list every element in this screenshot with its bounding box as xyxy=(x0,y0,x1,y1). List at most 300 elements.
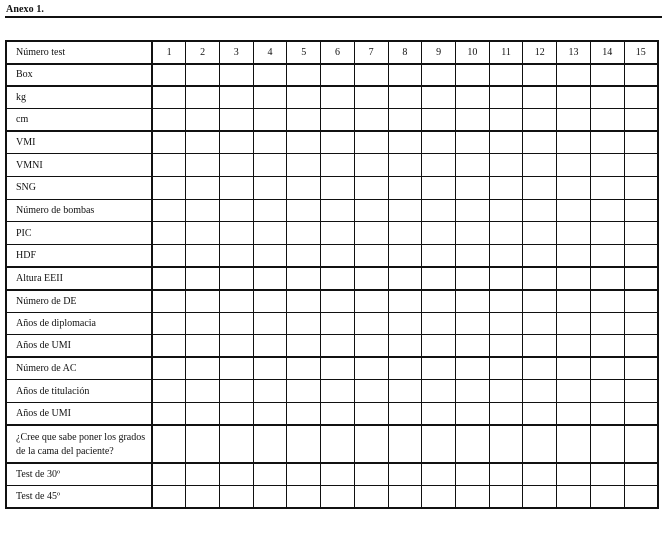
table-cell[interactable] xyxy=(624,403,658,426)
table-cell[interactable] xyxy=(624,425,658,463)
table-cell[interactable] xyxy=(287,312,321,335)
table-cell[interactable] xyxy=(624,335,658,358)
table-cell[interactable] xyxy=(455,86,489,109)
table-cell[interactable] xyxy=(186,425,220,463)
table-cell[interactable] xyxy=(152,312,186,335)
table-cell[interactable] xyxy=(523,199,557,222)
table-cell[interactable] xyxy=(422,131,456,154)
table-cell[interactable] xyxy=(388,463,422,486)
table-row xyxy=(6,154,658,177)
table-cell[interactable] xyxy=(152,199,186,222)
table-cell[interactable] xyxy=(354,199,388,222)
table-cell[interactable] xyxy=(253,64,287,87)
table-cell[interactable] xyxy=(354,463,388,486)
table-cell[interactable] xyxy=(186,380,220,403)
table-cell[interactable] xyxy=(354,425,388,463)
table-cell[interactable] xyxy=(557,425,591,463)
table-cell[interactable] xyxy=(489,222,523,245)
table-cell[interactable] xyxy=(321,425,355,463)
table-cell[interactable] xyxy=(590,199,624,222)
table-cell[interactable] xyxy=(523,109,557,132)
table-cell[interactable] xyxy=(186,199,220,222)
table-cell[interactable] xyxy=(321,290,355,313)
table-cell[interactable] xyxy=(557,199,591,222)
table-cell[interactable] xyxy=(388,486,422,509)
column-header-14: 14 xyxy=(590,41,624,64)
table-cell[interactable] xyxy=(489,335,523,358)
table-cell[interactable] xyxy=(590,486,624,509)
table-cell[interactable] xyxy=(186,109,220,132)
table-cell[interactable] xyxy=(219,403,253,426)
table-cell[interactable] xyxy=(489,64,523,87)
table-cell[interactable] xyxy=(219,244,253,267)
table-cell[interactable] xyxy=(388,244,422,267)
table-cell[interactable] xyxy=(590,154,624,177)
table-row xyxy=(6,86,658,109)
table-cell[interactable] xyxy=(354,403,388,426)
table-cell[interactable] xyxy=(287,357,321,380)
table-cell[interactable] xyxy=(287,199,321,222)
table-cell[interactable] xyxy=(287,463,321,486)
table-cell[interactable] xyxy=(287,64,321,87)
table-cell[interactable] xyxy=(354,290,388,313)
table-cell[interactable] xyxy=(590,463,624,486)
table-cell[interactable] xyxy=(152,463,186,486)
table-cell[interactable] xyxy=(455,244,489,267)
table-cell[interactable] xyxy=(590,312,624,335)
table-cell[interactable] xyxy=(557,312,591,335)
table-cell[interactable] xyxy=(219,267,253,290)
table-cell[interactable] xyxy=(422,222,456,245)
table-cell[interactable] xyxy=(219,335,253,358)
table-cell[interactable] xyxy=(590,109,624,132)
table-cell[interactable] xyxy=(624,131,658,154)
table-row xyxy=(6,403,658,426)
table-cell[interactable] xyxy=(186,222,220,245)
table-cell[interactable] xyxy=(557,131,591,154)
table-cell[interactable] xyxy=(489,463,523,486)
table-cell[interactable] xyxy=(590,357,624,380)
table-cell[interactable] xyxy=(186,131,220,154)
table-cell[interactable] xyxy=(219,177,253,200)
table-cell[interactable] xyxy=(253,403,287,426)
table-cell[interactable] xyxy=(219,64,253,87)
row-label: VMI xyxy=(6,131,152,154)
table-cell[interactable] xyxy=(422,380,456,403)
table-cell[interactable] xyxy=(253,425,287,463)
table-cell[interactable] xyxy=(219,463,253,486)
table-cell[interactable] xyxy=(590,131,624,154)
table-cell[interactable] xyxy=(388,177,422,200)
row-label: Años de titulación xyxy=(6,380,152,403)
table-cell[interactable] xyxy=(152,267,186,290)
table-cell[interactable] xyxy=(354,335,388,358)
table-cell[interactable] xyxy=(422,154,456,177)
table-cell[interactable] xyxy=(388,199,422,222)
table-cell[interactable] xyxy=(455,403,489,426)
table-cell[interactable] xyxy=(557,244,591,267)
table-cell[interactable] xyxy=(523,290,557,313)
table-cell[interactable] xyxy=(321,64,355,87)
table-cell[interactable] xyxy=(523,222,557,245)
table-cell[interactable] xyxy=(354,357,388,380)
table-cell[interactable] xyxy=(152,177,186,200)
table-cell[interactable] xyxy=(152,131,186,154)
table-cell[interactable] xyxy=(590,380,624,403)
table-cell[interactable] xyxy=(557,109,591,132)
table-cell[interactable] xyxy=(557,290,591,313)
table-cell[interactable] xyxy=(557,154,591,177)
table-cell[interactable] xyxy=(388,425,422,463)
table-cell[interactable] xyxy=(321,154,355,177)
table-cell[interactable] xyxy=(186,177,220,200)
table-cell[interactable] xyxy=(253,290,287,313)
table-cell[interactable] xyxy=(523,267,557,290)
table-cell[interactable] xyxy=(219,486,253,509)
table-cell[interactable] xyxy=(152,380,186,403)
row-label: ¿Cree que sabe poner los grados de la cama del paciente? xyxy=(6,425,152,463)
table-cell[interactable] xyxy=(422,199,456,222)
table-cell[interactable] xyxy=(455,463,489,486)
table-cell[interactable] xyxy=(354,131,388,154)
table-cell[interactable] xyxy=(557,357,591,380)
table-cell[interactable] xyxy=(253,380,287,403)
table-cell[interactable] xyxy=(388,109,422,132)
table-cell[interactable] xyxy=(523,244,557,267)
table-cell[interactable] xyxy=(455,267,489,290)
table-cell[interactable] xyxy=(388,357,422,380)
table-cell[interactable] xyxy=(624,380,658,403)
table-cell[interactable] xyxy=(624,244,658,267)
table-cell[interactable] xyxy=(219,199,253,222)
table-cell[interactable] xyxy=(523,486,557,509)
table-cell[interactable] xyxy=(489,290,523,313)
table-cell[interactable] xyxy=(186,463,220,486)
table-cell[interactable] xyxy=(152,290,186,313)
title-underline xyxy=(5,16,662,18)
table-cell[interactable] xyxy=(253,222,287,245)
table-cell[interactable] xyxy=(287,154,321,177)
table-cell[interactable] xyxy=(557,177,591,200)
table-cell[interactable] xyxy=(557,335,591,358)
table-cell[interactable] xyxy=(186,486,220,509)
table-cell[interactable] xyxy=(422,64,456,87)
table-cell[interactable] xyxy=(489,486,523,509)
table-cell[interactable] xyxy=(186,312,220,335)
table-cell[interactable] xyxy=(287,222,321,245)
table-cell[interactable] xyxy=(186,154,220,177)
table-cell[interactable] xyxy=(321,131,355,154)
table-cell[interactable] xyxy=(253,86,287,109)
table-cell[interactable] xyxy=(624,199,658,222)
table-cell[interactable] xyxy=(422,290,456,313)
table-cell[interactable] xyxy=(253,335,287,358)
table-cell[interactable] xyxy=(287,425,321,463)
table-cell[interactable] xyxy=(557,267,591,290)
table-cell[interactable] xyxy=(455,312,489,335)
table-cell[interactable] xyxy=(489,244,523,267)
table-cell[interactable] xyxy=(422,86,456,109)
table-cell[interactable] xyxy=(624,486,658,509)
table-cell[interactable] xyxy=(253,199,287,222)
table-cell[interactable] xyxy=(321,463,355,486)
table-cell[interactable] xyxy=(253,177,287,200)
table-cell[interactable] xyxy=(354,222,388,245)
table-cell[interactable] xyxy=(321,335,355,358)
table-cell[interactable] xyxy=(388,312,422,335)
table-cell[interactable] xyxy=(523,86,557,109)
table-cell[interactable] xyxy=(624,357,658,380)
table-cell[interactable] xyxy=(388,267,422,290)
table-cell[interactable] xyxy=(321,357,355,380)
table-cell[interactable] xyxy=(557,380,591,403)
table-cell[interactable] xyxy=(557,86,591,109)
table-cell[interactable] xyxy=(354,64,388,87)
table-cell[interactable] xyxy=(253,486,287,509)
table-cell[interactable] xyxy=(321,380,355,403)
table-cell[interactable] xyxy=(321,486,355,509)
table-cell[interactable] xyxy=(354,267,388,290)
table-cell[interactable] xyxy=(455,154,489,177)
table-cell[interactable] xyxy=(321,244,355,267)
table-cell[interactable] xyxy=(287,109,321,132)
table-cell[interactable] xyxy=(489,131,523,154)
table-cell[interactable] xyxy=(388,64,422,87)
table-cell[interactable] xyxy=(455,222,489,245)
table-cell[interactable] xyxy=(455,486,489,509)
table-cell[interactable] xyxy=(253,463,287,486)
table-cell[interactable] xyxy=(354,177,388,200)
table-cell[interactable] xyxy=(253,244,287,267)
table-cell[interactable] xyxy=(287,380,321,403)
table-cell[interactable] xyxy=(624,312,658,335)
row-label: Test de 30º xyxy=(6,463,152,486)
table-cell[interactable] xyxy=(321,222,355,245)
table-cell[interactable] xyxy=(624,86,658,109)
table-cell[interactable] xyxy=(253,357,287,380)
table-cell[interactable] xyxy=(219,290,253,313)
table-cell[interactable] xyxy=(287,290,321,313)
table-cell[interactable] xyxy=(590,425,624,463)
table-cell[interactable] xyxy=(489,199,523,222)
table-cell[interactable] xyxy=(489,357,523,380)
table-cell[interactable] xyxy=(354,380,388,403)
table-cell[interactable] xyxy=(557,486,591,509)
table-cell[interactable] xyxy=(253,267,287,290)
table-row xyxy=(6,222,658,245)
table-cell[interactable] xyxy=(523,131,557,154)
table-cell[interactable] xyxy=(388,290,422,313)
table-cell[interactable] xyxy=(354,312,388,335)
table-cell[interactable] xyxy=(219,222,253,245)
table-cell[interactable] xyxy=(219,357,253,380)
table-cell[interactable] xyxy=(219,131,253,154)
table-cell[interactable] xyxy=(624,177,658,200)
table-cell[interactable] xyxy=(253,154,287,177)
table-cell[interactable] xyxy=(455,290,489,313)
table-cell[interactable] xyxy=(354,109,388,132)
table-cell[interactable] xyxy=(287,244,321,267)
table-cell[interactable] xyxy=(219,312,253,335)
table-cell[interactable] xyxy=(624,290,658,313)
table-cell[interactable] xyxy=(489,154,523,177)
table-cell[interactable] xyxy=(557,463,591,486)
table-cell[interactable] xyxy=(186,335,220,358)
table-cell[interactable] xyxy=(455,199,489,222)
table-cell[interactable] xyxy=(422,425,456,463)
table-cell[interactable] xyxy=(321,177,355,200)
table-cell[interactable] xyxy=(152,425,186,463)
table-cell[interactable] xyxy=(321,109,355,132)
table-cell[interactable] xyxy=(422,335,456,358)
table-cell[interactable] xyxy=(455,425,489,463)
table-cell[interactable] xyxy=(287,177,321,200)
row-label: VMNI xyxy=(6,154,152,177)
table-cell[interactable] xyxy=(321,199,355,222)
table-cell[interactable] xyxy=(388,403,422,426)
table-cell[interactable] xyxy=(186,64,220,87)
row-label: Altura EEII xyxy=(6,267,152,290)
table-cell[interactable] xyxy=(523,312,557,335)
table-cell[interactable] xyxy=(624,64,658,87)
table-cell[interactable] xyxy=(590,267,624,290)
table-cell[interactable] xyxy=(388,154,422,177)
table-cell[interactable] xyxy=(523,64,557,87)
table-cell[interactable] xyxy=(152,486,186,509)
table-cell[interactable] xyxy=(557,64,591,87)
table-cell[interactable] xyxy=(422,177,456,200)
table-cell[interactable] xyxy=(489,425,523,463)
table-cell[interactable] xyxy=(523,357,557,380)
table-cell[interactable] xyxy=(557,403,591,426)
table-cell[interactable] xyxy=(422,109,456,132)
table-cell[interactable] xyxy=(219,86,253,109)
table-cell[interactable] xyxy=(455,380,489,403)
table-cell[interactable] xyxy=(152,86,186,109)
table-cell[interactable] xyxy=(455,335,489,358)
row-label: Número de DE xyxy=(6,290,152,313)
table-cell[interactable] xyxy=(354,86,388,109)
table-cell[interactable] xyxy=(590,403,624,426)
table-cell[interactable] xyxy=(523,154,557,177)
table-cell[interactable] xyxy=(455,177,489,200)
table-cell[interactable] xyxy=(523,463,557,486)
table-cell[interactable] xyxy=(624,154,658,177)
table-cell[interactable] xyxy=(354,486,388,509)
table-cell[interactable] xyxy=(321,86,355,109)
table-cell[interactable] xyxy=(523,403,557,426)
table-cell[interactable] xyxy=(489,177,523,200)
table-cell[interactable] xyxy=(354,154,388,177)
table-cell[interactable] xyxy=(287,267,321,290)
table-cell[interactable] xyxy=(186,403,220,426)
table-cell[interactable] xyxy=(388,86,422,109)
table-cell[interactable] xyxy=(321,312,355,335)
row-label: kg xyxy=(6,86,152,109)
table-cell[interactable] xyxy=(321,267,355,290)
table-cell[interactable] xyxy=(152,109,186,132)
table-cell[interactable] xyxy=(253,131,287,154)
table-cell[interactable] xyxy=(152,335,186,358)
table-cell[interactable] xyxy=(523,177,557,200)
table-cell[interactable] xyxy=(287,335,321,358)
table-cell[interactable] xyxy=(489,403,523,426)
table-cell[interactable] xyxy=(152,154,186,177)
table-cell[interactable] xyxy=(455,109,489,132)
table-cell[interactable] xyxy=(422,403,456,426)
table-cell[interactable] xyxy=(489,380,523,403)
table-cell[interactable] xyxy=(422,463,456,486)
table-cell[interactable] xyxy=(152,403,186,426)
table-cell[interactable] xyxy=(287,403,321,426)
table-cell[interactable] xyxy=(253,312,287,335)
table-cell[interactable] xyxy=(590,64,624,87)
table-cell[interactable] xyxy=(590,290,624,313)
table-cell[interactable] xyxy=(321,403,355,426)
table-cell[interactable] xyxy=(388,131,422,154)
table-cell[interactable] xyxy=(590,177,624,200)
table-cell[interactable] xyxy=(455,131,489,154)
table-cell[interactable] xyxy=(489,109,523,132)
table-cell[interactable] xyxy=(186,267,220,290)
table-cell[interactable] xyxy=(253,109,287,132)
table-cell[interactable] xyxy=(287,486,321,509)
table-cell[interactable] xyxy=(590,222,624,245)
table-cell[interactable] xyxy=(624,222,658,245)
table-cell[interactable] xyxy=(186,86,220,109)
table-cell[interactable] xyxy=(455,64,489,87)
table-cell[interactable] xyxy=(152,244,186,267)
table-cell[interactable] xyxy=(624,463,658,486)
table-cell[interactable] xyxy=(523,380,557,403)
column-header-1: 1 xyxy=(152,41,186,64)
table-cell[interactable] xyxy=(219,109,253,132)
table-cell[interactable] xyxy=(422,312,456,335)
table-cell[interactable] xyxy=(590,244,624,267)
table-cell[interactable] xyxy=(388,380,422,403)
table-cell[interactable] xyxy=(186,244,220,267)
table-cell[interactable] xyxy=(186,290,220,313)
table-cell[interactable] xyxy=(152,222,186,245)
table-cell[interactable] xyxy=(624,267,658,290)
table-cell[interactable] xyxy=(455,357,489,380)
table-cell[interactable] xyxy=(489,86,523,109)
table-cell[interactable] xyxy=(287,86,321,109)
table-cell[interactable] xyxy=(590,86,624,109)
table-cell[interactable] xyxy=(388,222,422,245)
table-cell[interactable] xyxy=(354,244,388,267)
table-cell[interactable] xyxy=(219,380,253,403)
table-cell[interactable] xyxy=(219,425,253,463)
table-cell[interactable] xyxy=(557,222,591,245)
table-cell[interactable] xyxy=(523,425,557,463)
table-cell[interactable] xyxy=(186,357,220,380)
table-cell[interactable] xyxy=(624,109,658,132)
table-cell[interactable] xyxy=(152,64,186,87)
table-cell[interactable] xyxy=(219,154,253,177)
table-cell[interactable] xyxy=(489,267,523,290)
table-cell[interactable] xyxy=(388,335,422,358)
table-cell[interactable] xyxy=(523,335,557,358)
table-cell[interactable] xyxy=(287,131,321,154)
table-cell[interactable] xyxy=(422,357,456,380)
table-cell[interactable] xyxy=(152,357,186,380)
table-cell[interactable] xyxy=(422,486,456,509)
table-cell[interactable] xyxy=(422,244,456,267)
table-cell[interactable] xyxy=(489,312,523,335)
table-cell[interactable] xyxy=(422,267,456,290)
table-cell[interactable] xyxy=(590,335,624,358)
